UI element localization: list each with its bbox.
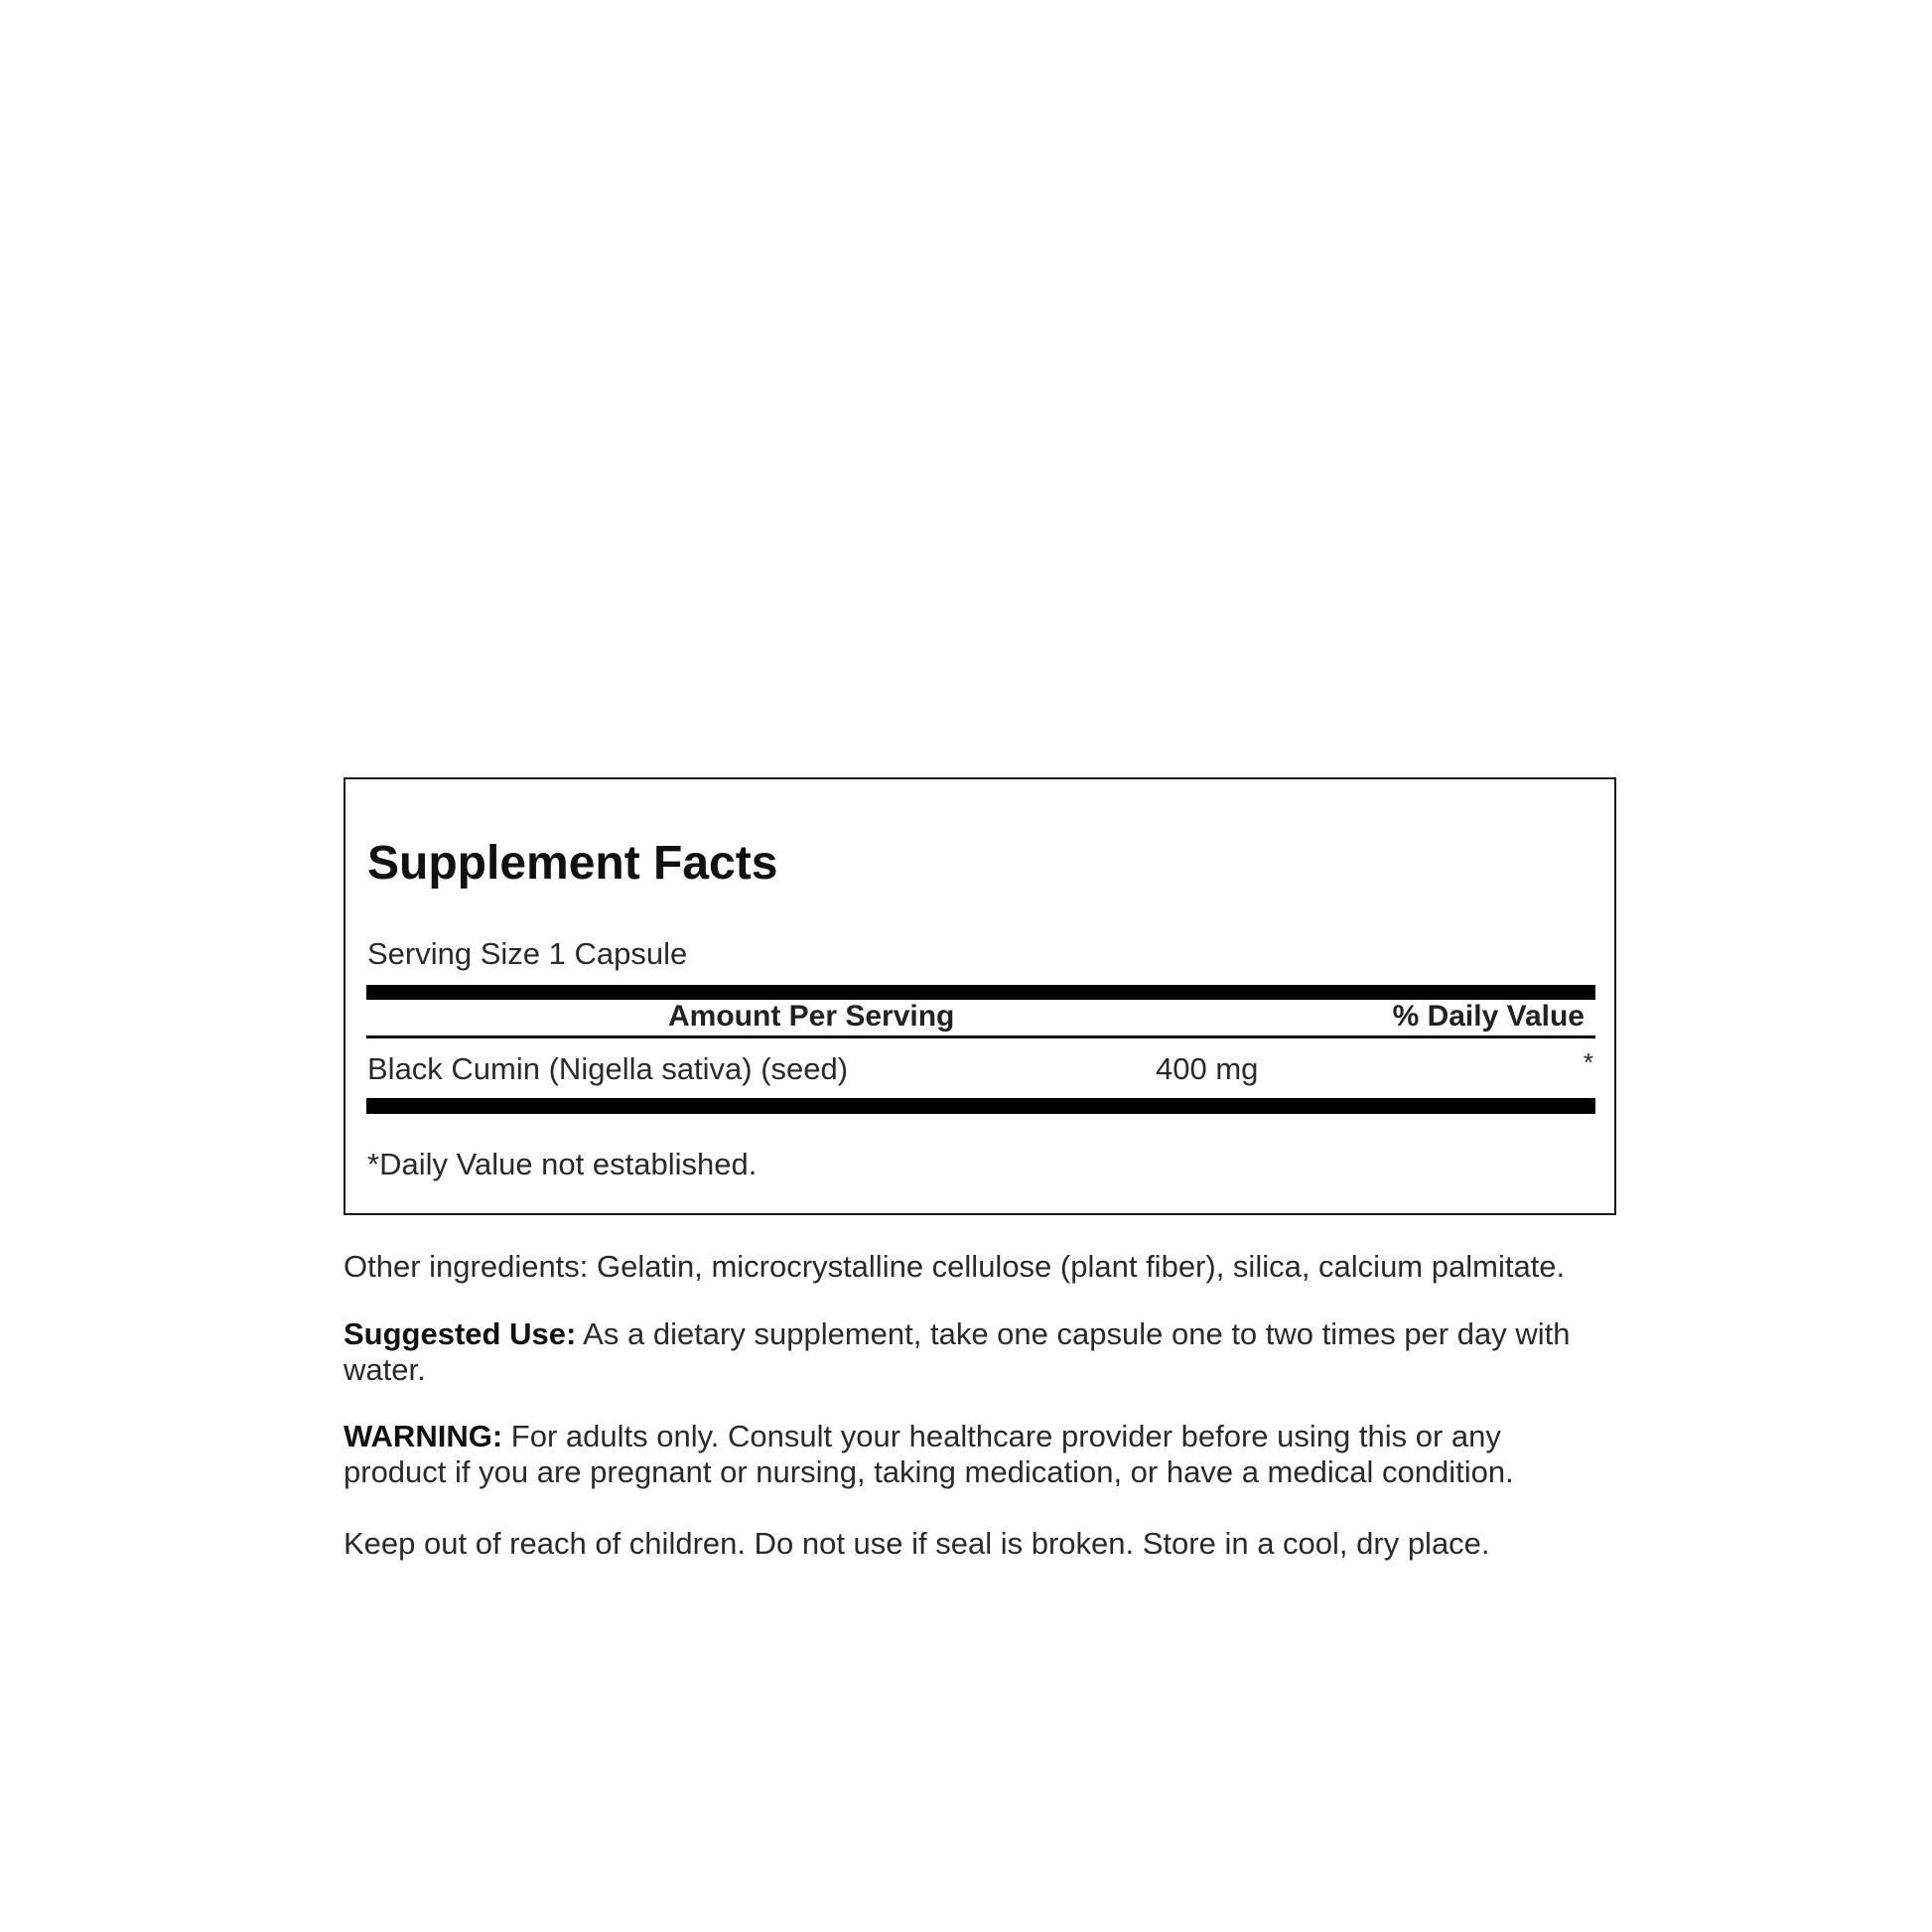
- thick-divider-bottom: [366, 1098, 1595, 1114]
- supplement-facts-panel: [344, 777, 1616, 1215]
- nutrient-daily-value: *: [1583, 1047, 1593, 1077]
- warning-label: WARNING:: [344, 1419, 503, 1453]
- storage-instructions: Keep out of reach of children. Do not use if seal is broken. Store in a cool, dry place.: [344, 1526, 1490, 1561]
- amount-per-serving-header: Amount Per Serving: [668, 1000, 955, 1033]
- suggested-use-label: Suggested Use:: [344, 1316, 577, 1351]
- suggested-use: [344, 1316, 1594, 1388]
- nutrient-name: Black Cumin (Nigella sativa) (seed): [367, 1051, 849, 1086]
- header-divider: [366, 1035, 1595, 1038]
- other-ingredients: Other ingredients: Gelatin, microcrystalline cellulose (plant fiber), silica, calcium palmitate.: [344, 1249, 1566, 1284]
- facts-title: Supplement Facts: [367, 837, 778, 890]
- daily-value-header: % Daily Value: [1392, 1000, 1585, 1033]
- nutrient-amount: 400 mg: [1156, 1051, 1259, 1086]
- serving-size: Serving Size 1 Capsule: [367, 936, 688, 971]
- thick-divider-top: [366, 985, 1595, 1000]
- nutrient-row: [366, 1047, 1595, 1095]
- suggested-use-text: As a dietary supplement, take one capsule one to two times per day with water.: [344, 1316, 1571, 1387]
- warning: [344, 1419, 1594, 1490]
- warning-text: For adults only. Consult your healthcare provider before using this or any product if you are pregnant or nursing, taking medication, or have a medical condition.: [344, 1419, 1514, 1489]
- daily-value-footnote: *Daily Value not established.: [367, 1147, 758, 1181]
